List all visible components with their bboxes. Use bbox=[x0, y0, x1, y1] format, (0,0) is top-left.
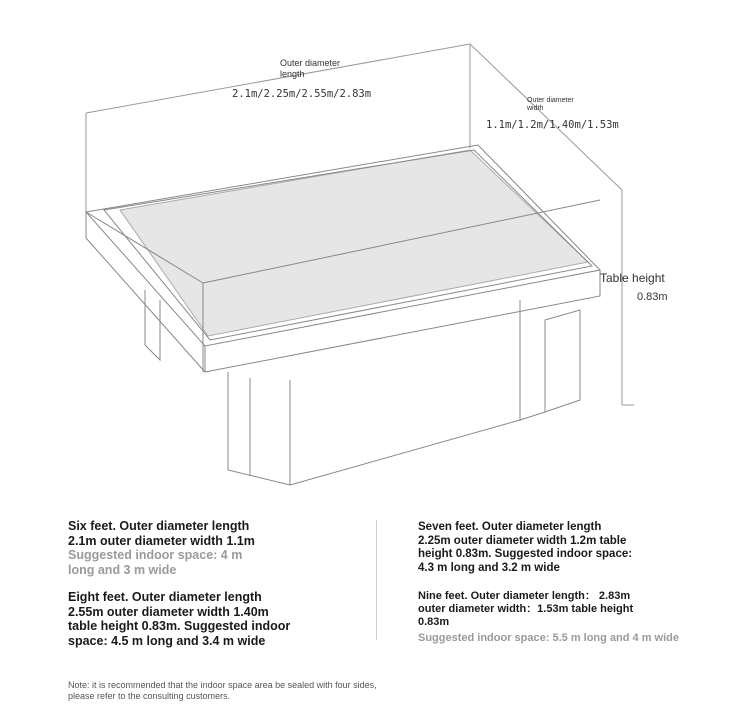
outer-width-label-line2: width bbox=[527, 105, 544, 112]
table-height-label: Table height bbox=[600, 271, 665, 285]
base-front-right bbox=[290, 300, 520, 485]
footnote-line2: please refer to the consulting customers. bbox=[68, 691, 231, 701]
spec-nine-feet-line3: 0.83m bbox=[418, 616, 450, 628]
spec-seven-feet-line1: Seven feet. Outer diameter length bbox=[418, 521, 602, 533]
outer-width-label-line1: Outer diameter bbox=[527, 97, 574, 104]
spec-eight-feet bbox=[68, 590, 290, 648]
spec-seven-feet-line4: 4.3 m long and 3.2 m wide bbox=[418, 561, 560, 574]
spec-six-feet-line3: Suggested indoor space: 4 m bbox=[68, 548, 243, 562]
footnote-line1: Note: it is recommended that the indoor space area be sealed with four sides, bbox=[68, 680, 377, 690]
play-surface bbox=[120, 150, 588, 336]
spec-six-feet-line2: 2.1m outer diameter width 1.1m bbox=[68, 533, 255, 548]
spec-nine-feet-line4: Suggested indoor space: 5.5 m long and 4 m wide bbox=[418, 632, 679, 644]
spec-eight-feet-line4: space: 4.5 m long and 3.4 m wide bbox=[68, 633, 266, 648]
outer-length-label-line1: Outer diameter bbox=[280, 58, 341, 68]
box-top-back bbox=[86, 44, 470, 113]
spec-six-feet-line4: long and 3 m wide bbox=[68, 562, 177, 577]
outer-length-values: 2.1m/2.25m/2.55m/2.83m bbox=[232, 88, 372, 100]
spec-seven-feet bbox=[418, 521, 632, 575]
footnote bbox=[68, 680, 377, 702]
spec-seven-feet-line3: height 0.83m. Suggested indoor space: bbox=[418, 548, 633, 560]
outer-length-label bbox=[280, 58, 340, 80]
spec-seven-feet-line2: 2.25m outer diameter width 1.2m table bbox=[418, 534, 627, 547]
spec-eight-feet-line2: 2.55m outer diameter width 1.40m bbox=[68, 604, 269, 619]
leg-right bbox=[520, 310, 580, 420]
spec-eight-feet-line1: Eight feet. Outer diameter length bbox=[68, 590, 262, 604]
outer-length-label-line2: length bbox=[280, 69, 305, 79]
table-height-value: 0.83m bbox=[637, 291, 668, 303]
spec-six-feet-line1: Six feet. Outer diameter length bbox=[68, 519, 250, 533]
spec-divider bbox=[376, 520, 377, 640]
outer-width-label bbox=[527, 97, 574, 113]
spec-six-feet bbox=[68, 519, 255, 577]
spec-nine-feet-line2: outer diameter width：1.53m table height bbox=[418, 603, 634, 615]
spec-nine-feet bbox=[418, 590, 679, 645]
base-front bbox=[228, 372, 290, 485]
spec-nine-feet-line1: Nine feet. Outer diameter length： 2.83m bbox=[418, 590, 631, 602]
leg-left bbox=[145, 290, 160, 360]
spec-eight-feet-line3: table height 0.83m. Suggested indoor bbox=[68, 619, 291, 633]
outer-width-values: 1.1m/1.2m/1.40m/1.53m bbox=[486, 119, 619, 131]
